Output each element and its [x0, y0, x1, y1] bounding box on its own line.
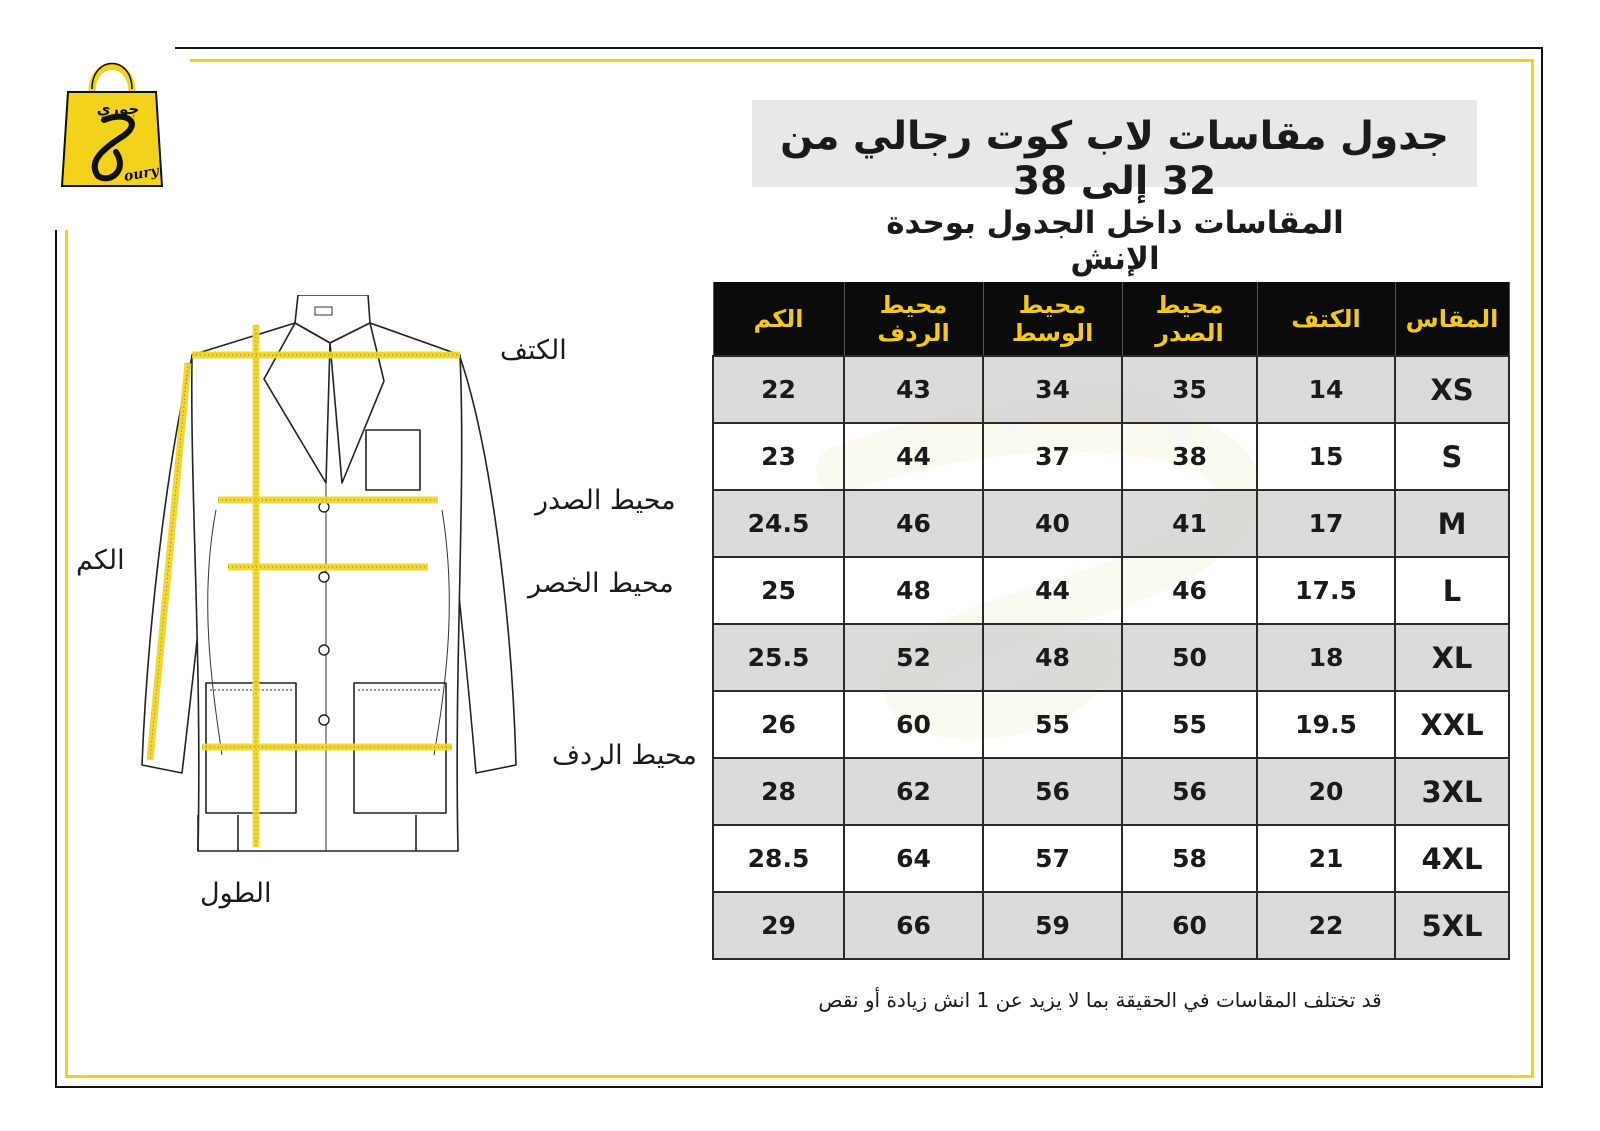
table-cell: 26	[713, 691, 844, 758]
size-table	[712, 282, 1510, 960]
label-chest: محيط الصدر	[535, 485, 676, 516]
table-cell: 48	[844, 557, 983, 624]
table-row	[713, 892, 1509, 959]
table-cell: 20	[1257, 758, 1395, 825]
size-table-container	[712, 282, 1508, 960]
table-cell: 28	[713, 758, 844, 825]
size-cell: L	[1395, 557, 1509, 624]
table-row	[713, 490, 1509, 557]
size-cell: XS	[1395, 356, 1509, 423]
table-cell: 25	[713, 557, 844, 624]
lab-coat-diagram	[130, 295, 550, 880]
page-title: جدول مقاسات لاب كوت رجالي من 32 إلى 38	[780, 114, 1449, 204]
table-cell: 18	[1257, 624, 1395, 691]
table-cell: 35	[1122, 356, 1257, 423]
table-row	[713, 758, 1509, 825]
svg-text:oury: oury	[122, 163, 160, 185]
label-sleeve: الكم	[76, 545, 125, 576]
logo-arabic-text: جوري	[96, 100, 140, 118]
table-cell: 46	[844, 490, 983, 557]
size-cell: 4XL	[1395, 825, 1509, 892]
table-cell: 62	[844, 758, 983, 825]
table-cell: 28.5	[713, 825, 844, 892]
table-cell: 55	[983, 691, 1122, 758]
size-cell: 3XL	[1395, 758, 1509, 825]
table-row	[713, 557, 1509, 624]
table-cell: 50	[1122, 624, 1257, 691]
table-header-row	[713, 282, 1509, 356]
table-cell: 60	[844, 691, 983, 758]
table-cell: 57	[983, 825, 1122, 892]
table-cell: 40	[983, 490, 1122, 557]
header-shoulder: الكتف	[1257, 282, 1395, 356]
label-hip: محيط الردف	[552, 740, 697, 771]
size-cell: S	[1395, 423, 1509, 490]
table-cell: 22	[1257, 892, 1395, 959]
table-cell: 66	[844, 892, 983, 959]
table-cell: 25.5	[713, 624, 844, 691]
table-cell: 64	[844, 825, 983, 892]
table-cell: 14	[1257, 356, 1395, 423]
table-row	[713, 825, 1509, 892]
title-banner	[752, 100, 1477, 204]
page-subtitle: المقاسات داخل الجدول بوحدة الإنش	[886, 205, 1344, 277]
table-cell: 19.5	[1257, 691, 1395, 758]
table-cell: 37	[983, 423, 1122, 490]
table-cell: 22	[713, 356, 844, 423]
size-cell: M	[1395, 490, 1509, 557]
size-cell: XL	[1395, 624, 1509, 691]
table-cell: 44	[844, 423, 983, 490]
table-cell: 43	[844, 356, 983, 423]
table-cell: 58	[1122, 825, 1257, 892]
table-cell: 48	[983, 624, 1122, 691]
table-cell: 52	[844, 624, 983, 691]
size-cell: XXL	[1395, 691, 1509, 758]
table-cell: 59	[983, 892, 1122, 959]
table-cell: 34	[983, 356, 1122, 423]
table-cell: 46	[1122, 557, 1257, 624]
table-cell: 55	[1122, 691, 1257, 758]
header-hip: محيط الردف	[844, 282, 983, 356]
table-row	[713, 423, 1509, 490]
table-cell: 17	[1257, 490, 1395, 557]
table-cell: 17.5	[1257, 557, 1395, 624]
table-cell: 41	[1122, 490, 1257, 557]
table-cell: 56	[1122, 758, 1257, 825]
header-waist: محيط الوسط	[983, 282, 1122, 356]
table-row	[713, 691, 1509, 758]
footnote: قد تختلف المقاسات في الحقيقة بما لا يزيد عن 1 انش زيادة أو نقص	[818, 988, 1382, 1012]
table-cell: 24.5	[713, 490, 844, 557]
brand-logo	[58, 52, 166, 192]
header-chest: محيط الصدر	[1122, 282, 1257, 356]
label-waist: محيط الخصر	[528, 568, 674, 599]
label-length: الطول	[200, 878, 272, 909]
table-cell: 60	[1122, 892, 1257, 959]
table-row	[713, 624, 1509, 691]
table-cell: 21	[1257, 825, 1395, 892]
header-size: المقاس	[1395, 282, 1509, 356]
table-cell: 56	[983, 758, 1122, 825]
table-cell: 23	[713, 423, 844, 490]
label-shoulder: الكتف	[500, 335, 567, 366]
table-cell: 15	[1257, 423, 1395, 490]
table-cell: 29	[713, 892, 844, 959]
table-cell: 44	[983, 557, 1122, 624]
size-cell: 5XL	[1395, 892, 1509, 959]
table-cell: 38	[1122, 423, 1257, 490]
header-sleeve: الكم	[713, 282, 844, 356]
table-row	[713, 356, 1509, 423]
